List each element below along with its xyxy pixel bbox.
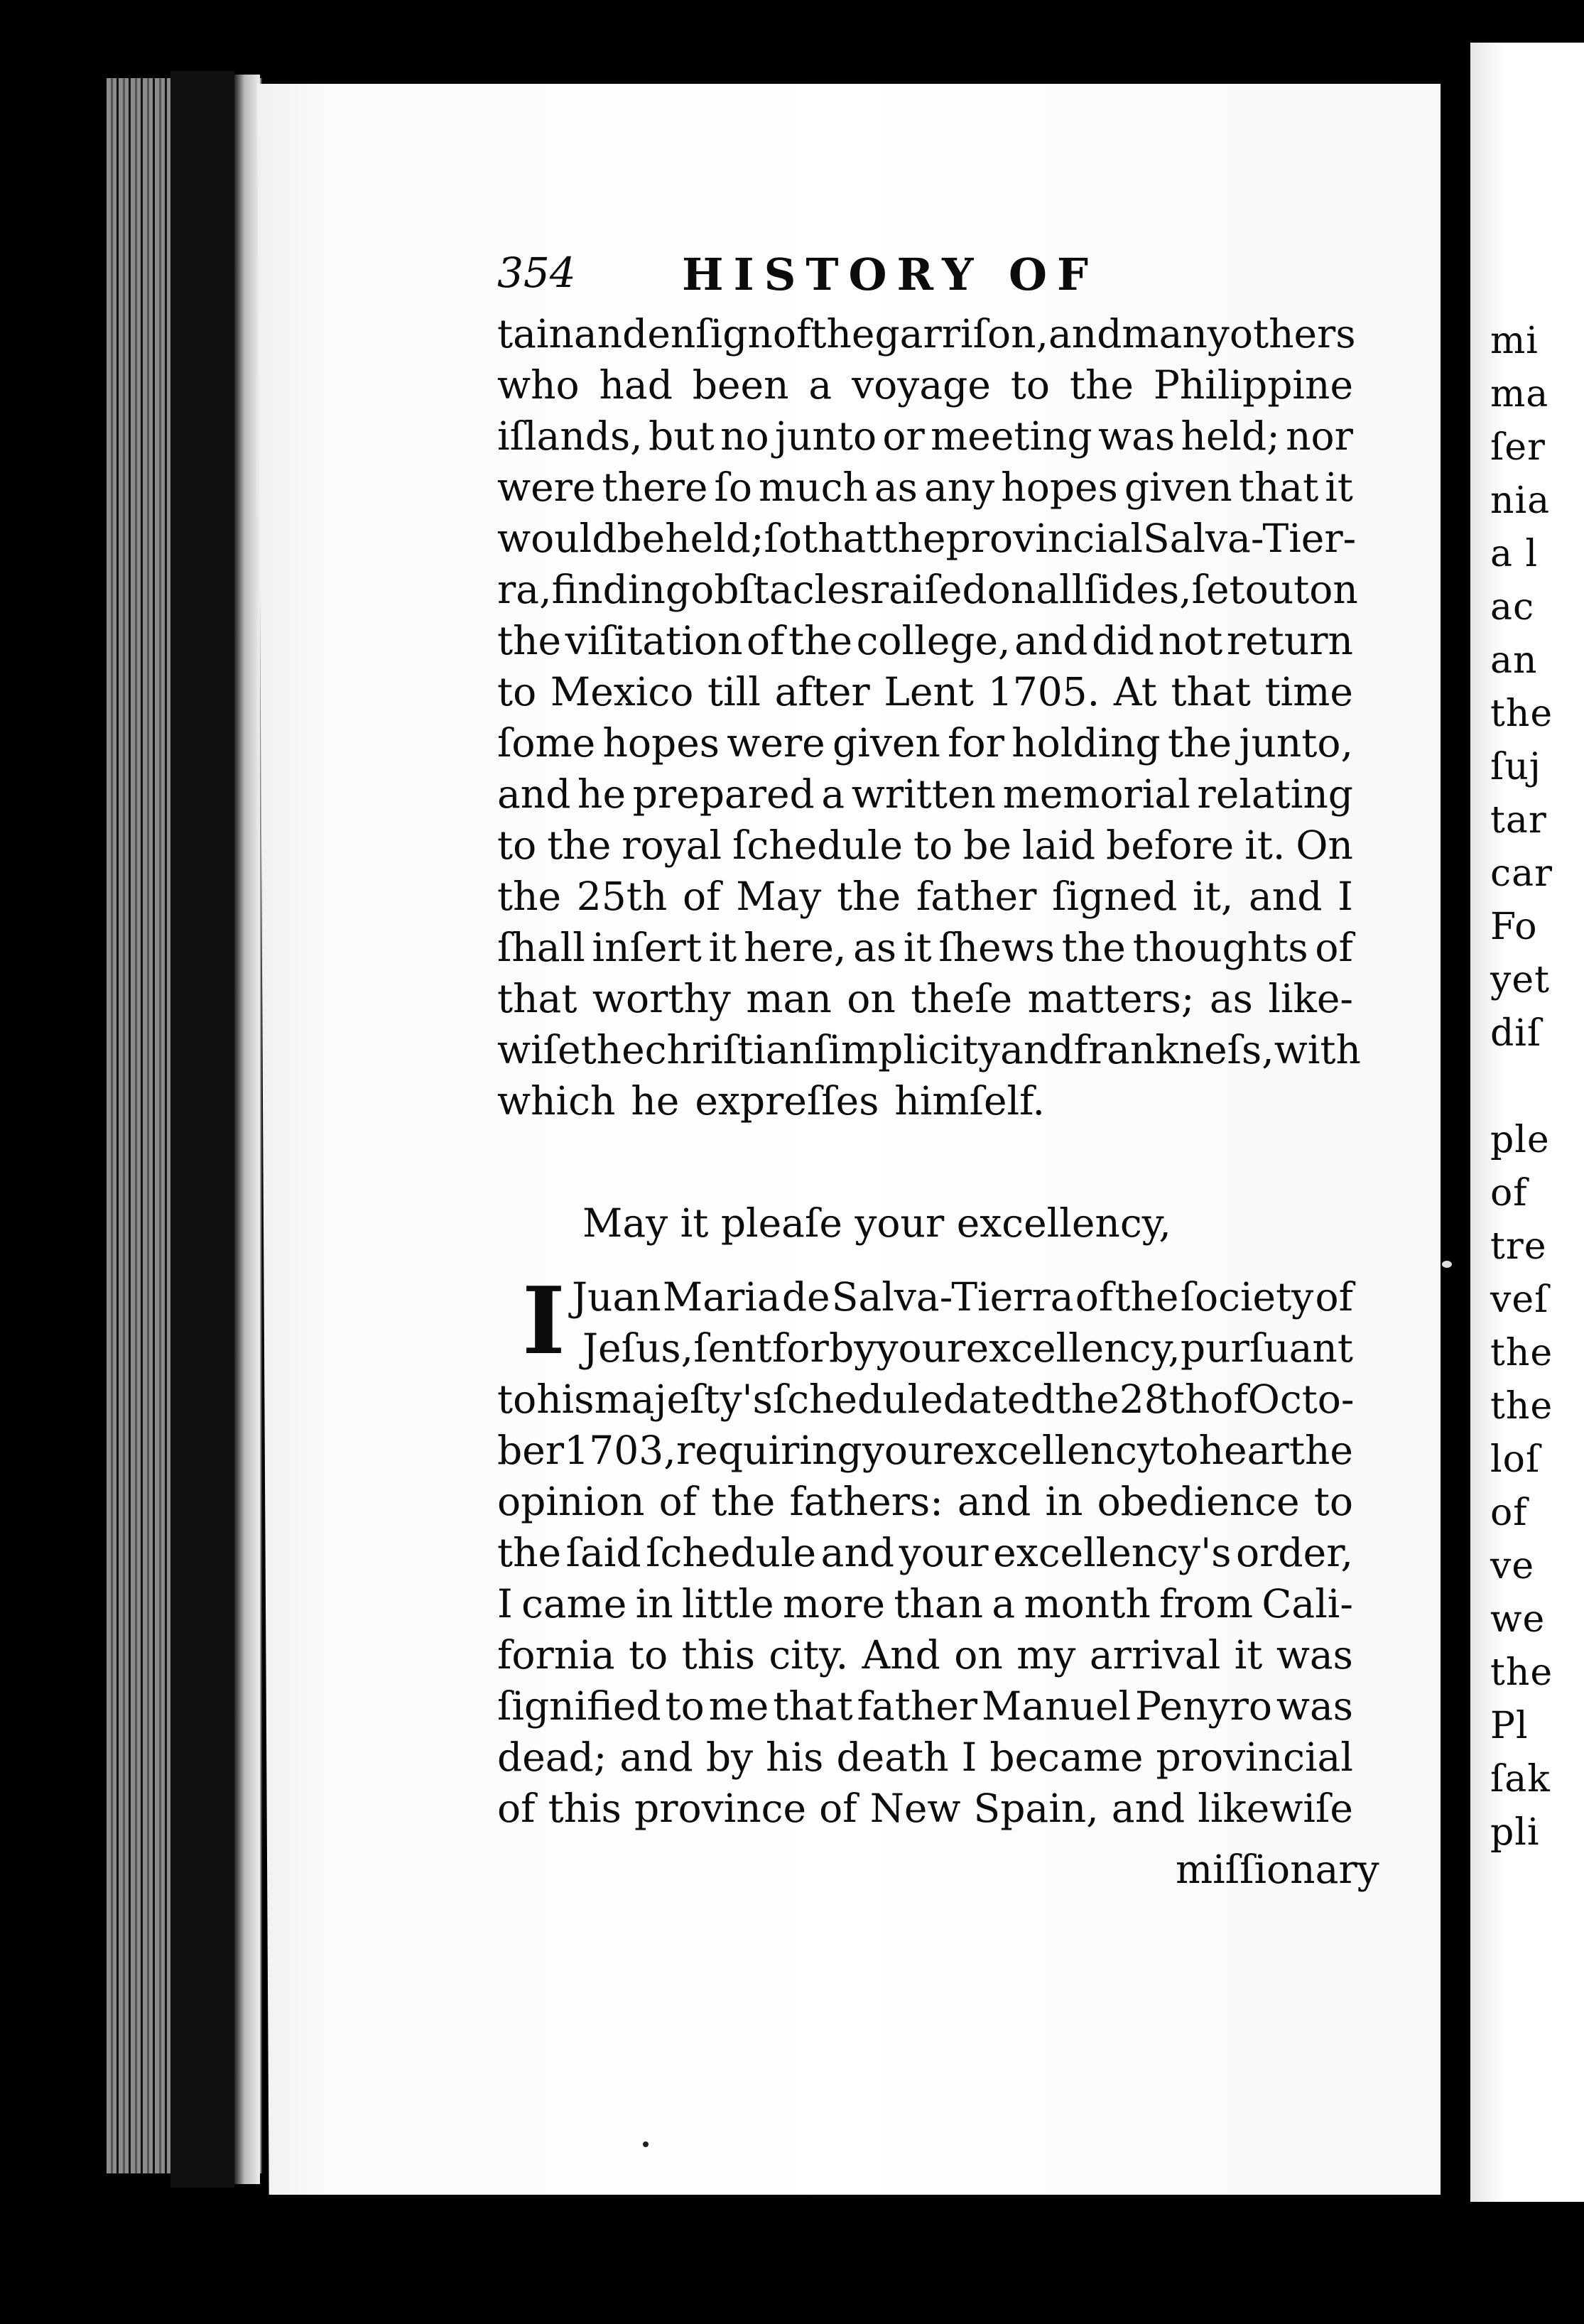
text-line: the 25th of May the father ſigned it, and I	[497, 874, 1353, 919]
text-line: tain and enſign of the garriſon, and many others	[497, 311, 1356, 357]
right-page-line: loſ	[1490, 1438, 1541, 1481]
text-line: dead; and by his death I became provincial	[497, 1734, 1353, 1780]
right-page-line: ſak	[1490, 1758, 1551, 1801]
text-line: who had been a voyage to the Philippine	[497, 362, 1353, 408]
right-page-line: of	[1490, 1172, 1528, 1215]
text-line: the ſaid ſchedule and your excellency's order,	[497, 1530, 1353, 1575]
page-edge-highlight	[234, 75, 260, 2184]
ink-speck	[643, 2141, 649, 2147]
text-line: fornia to this city. And on my arrival it was	[497, 1632, 1353, 1678]
right-page-line: yet	[1490, 959, 1551, 1001]
page-number: 354	[497, 249, 576, 297]
right-page-line: an	[1490, 639, 1538, 682]
binding-shadow	[170, 71, 234, 2188]
right-page-line: Pl	[1490, 1705, 1529, 1747]
text-line: ſome hopes were given for holding the junto,	[497, 720, 1353, 766]
text-line: wiſe the chriſtian ſimplicity and frankneſs, with	[497, 1027, 1361, 1073]
letter-salutation: May it pleaſe your excellency,	[582, 1200, 1171, 1246]
text-line: Juan Maria de Salva-Tierra of the ſociety of	[572, 1274, 1353, 1320]
right-page-line: diſ	[1490, 1012, 1542, 1055]
text-line: opinion of the fathers: and in obedience to	[497, 1479, 1353, 1524]
text-line: Jeſus, ſent for by your excellency, purſuant	[582, 1325, 1353, 1371]
text-line: ſhall inſert it here, as it ſhews the thoughts of	[497, 925, 1353, 970]
right-page-line: the	[1490, 1385, 1553, 1428]
book-gutter	[1441, 50, 1472, 2202]
text-line: ber 1703, requiring your excellency to hear the	[497, 1428, 1353, 1473]
text-line: and he prepared a written memorial relating	[497, 771, 1353, 817]
ink-speck	[1442, 1261, 1452, 1268]
text-line: would be held; ſo that the provincial Salva-Tier-	[497, 516, 1357, 561]
right-page-line: ac	[1490, 586, 1535, 629]
right-page-line: Fo	[1490, 906, 1538, 948]
text-line: I came in little more than a month from Cali-	[497, 1581, 1353, 1627]
text-line: ſignified to me that father Manuel Penyro was	[497, 1683, 1353, 1729]
text-line: were there ſo much as any hopes given that it	[497, 465, 1353, 510]
right-page-line: ma	[1490, 373, 1549, 416]
text-line: ra, finding obſtacles raiſed on all ſides, ſet out on	[497, 567, 1358, 612]
right-page-line: the	[1490, 1651, 1553, 1694]
dark-background-left	[0, 0, 107, 2324]
right-page-line: a l	[1490, 533, 1539, 575]
right-page-line: of	[1490, 1492, 1528, 1534]
right-page-line: veſ	[1490, 1278, 1549, 1321]
right-page-line: the	[1490, 1332, 1553, 1374]
text-line: to the royal ſchedule to be laid before it. On	[497, 822, 1353, 868]
right-page-line: the	[1490, 693, 1553, 735]
catchword: miſſionary	[1176, 1847, 1379, 1892]
right-page-line: ple	[1490, 1119, 1550, 1161]
right-page-line: tre	[1490, 1225, 1547, 1268]
right-page-line: nia	[1490, 479, 1551, 522]
running-head	[497, 249, 1385, 313]
right-page-line: tar	[1490, 799, 1547, 842]
right-page-line: ſuj	[1490, 746, 1541, 788]
body-paragraph	[497, 308, 1361, 1126]
text-line: to his majeſty's ſchedule dated the 28th of Octo-	[497, 1377, 1355, 1422]
running-title: HISTORY OF	[682, 249, 1098, 300]
letter-paragraph	[497, 1266, 1355, 1834]
text-line: the viſitation of the college, and did not return	[497, 618, 1353, 663]
text-line: iſlands, but no junto or meeting was held; nor	[497, 413, 1353, 459]
right-page-line: ve	[1490, 1545, 1535, 1587]
right-page-line: mi	[1490, 320, 1539, 362]
right-page-line: pli	[1490, 1811, 1540, 1854]
text-line: which he expreſſes himſelf.	[497, 1078, 1045, 1124]
right-page-line: ſer	[1490, 426, 1546, 469]
right-page-line: car	[1490, 852, 1553, 895]
text-line: to Mexico till after Lent 1705. At that time	[497, 669, 1353, 715]
right-page-line: we	[1490, 1598, 1546, 1641]
drop-cap: I	[522, 1266, 565, 1375]
text-line: that worthy man on theſe matters; as like-	[497, 976, 1353, 1021]
text-line: of this province of New Spain, and likewiſe	[497, 1786, 1353, 1831]
